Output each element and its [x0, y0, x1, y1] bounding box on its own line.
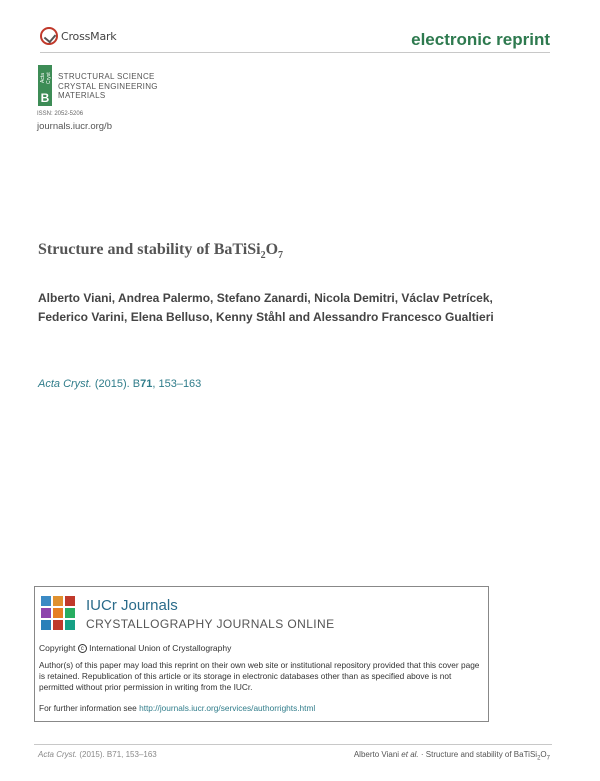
copyright-symbol-icon: c: [78, 644, 87, 653]
iucr-logo-tile: [41, 620, 51, 630]
journal-name-line: CRYSTAL ENGINEERING: [58, 81, 158, 91]
citation-journal: Acta Cryst.: [38, 378, 92, 390]
title-subscript: 2: [260, 250, 266, 262]
title-text: Structure and stability of BaTiSi: [38, 241, 261, 258]
iucr-journals-title: IUCr Journals: [86, 597, 178, 614]
iucr-logo-tile: [53, 620, 63, 630]
footer-title: · Structure and stability of BaTiSi: [420, 750, 538, 759]
iucr-logo-icon: [41, 596, 75, 630]
citation[interactable]: [38, 378, 201, 390]
title-subscript: 7: [278, 250, 284, 262]
iucr-logo-tile: [41, 608, 51, 618]
copyright-line: [39, 643, 231, 653]
crossmark-icon: [40, 27, 58, 45]
journal-badge-vertical-text: Acta Cryst: [40, 72, 52, 84]
iucr-logo-tile: [65, 596, 75, 606]
iucr-logo-tile: [53, 608, 63, 618]
article-title: [38, 241, 283, 261]
journal-name-line: MATERIALS: [58, 91, 106, 100]
footer-divider: [34, 744, 552, 745]
copyright-holder: International Union of Crystallography: [89, 643, 232, 653]
journal-name: [58, 72, 158, 101]
copyright-prefix: Copyright: [39, 643, 76, 653]
iucr-journals-subtitle: CRYSTALLOGRAPHY JOURNALS ONLINE: [86, 617, 335, 631]
footer-journal: Acta Cryst.: [38, 750, 78, 759]
header-divider: [40, 52, 550, 53]
footer-subscript: 2: [537, 755, 541, 762]
iucr-logo-tile: [53, 596, 63, 606]
journal-name-line: STRUCTURAL SCIENCE: [58, 72, 155, 81]
crossmark-badge[interactable]: [40, 27, 116, 45]
iucr-logo-tile: [41, 596, 51, 606]
further-info-line: [39, 703, 315, 713]
issn: ISSN: 2052-5206: [37, 111, 84, 117]
footer-title-mid: O: [540, 750, 547, 759]
journal-url[interactable]: journals.iucr.org/b: [37, 121, 112, 132]
author-list: Alberto Viani, Andrea Palermo, Stefano Zanardi, Nicola Demitri, Václav Petrícek, Federico Varini, Elena Belluso, Kenny Ståhl and Alessandro Francesco Gualtieri: [38, 291, 494, 324]
footer-citation-rest: (2015). B71, 153–163: [79, 750, 157, 759]
footer-citation: [38, 750, 157, 759]
crossmark-label: CrossMark: [61, 29, 117, 43]
footer-authors: Alberto Viani: [353, 750, 400, 759]
iucr-logo-tile: [65, 620, 75, 630]
footer-etal: et al.: [401, 750, 419, 759]
citation-year: (2015). B: [94, 378, 141, 390]
permission-notice: Author(s) of this paper may load this reprint on their own web site or institutional repository provided that this cover page is retained. Republication of this article or its storage in electronic databases other than as specified above is not permitted without prior permission in writing from the IUCr.: [39, 660, 480, 692]
title-text: O: [265, 241, 279, 258]
author-rights-link[interactable]: http://journals.iucr.org/services/authorrights.html: [139, 703, 316, 713]
citation-volume: 71: [140, 378, 153, 390]
iucr-logo-tile: [65, 608, 75, 618]
citation-pages: , 153–163: [152, 378, 202, 390]
footer-running-title: [354, 750, 550, 762]
electronic-reprint-label: electronic reprint: [411, 30, 550, 49]
footer-subscript: 7: [546, 755, 550, 762]
further-info-label: For further information see: [39, 703, 137, 713]
journal-badge-letter: B: [38, 90, 52, 106]
